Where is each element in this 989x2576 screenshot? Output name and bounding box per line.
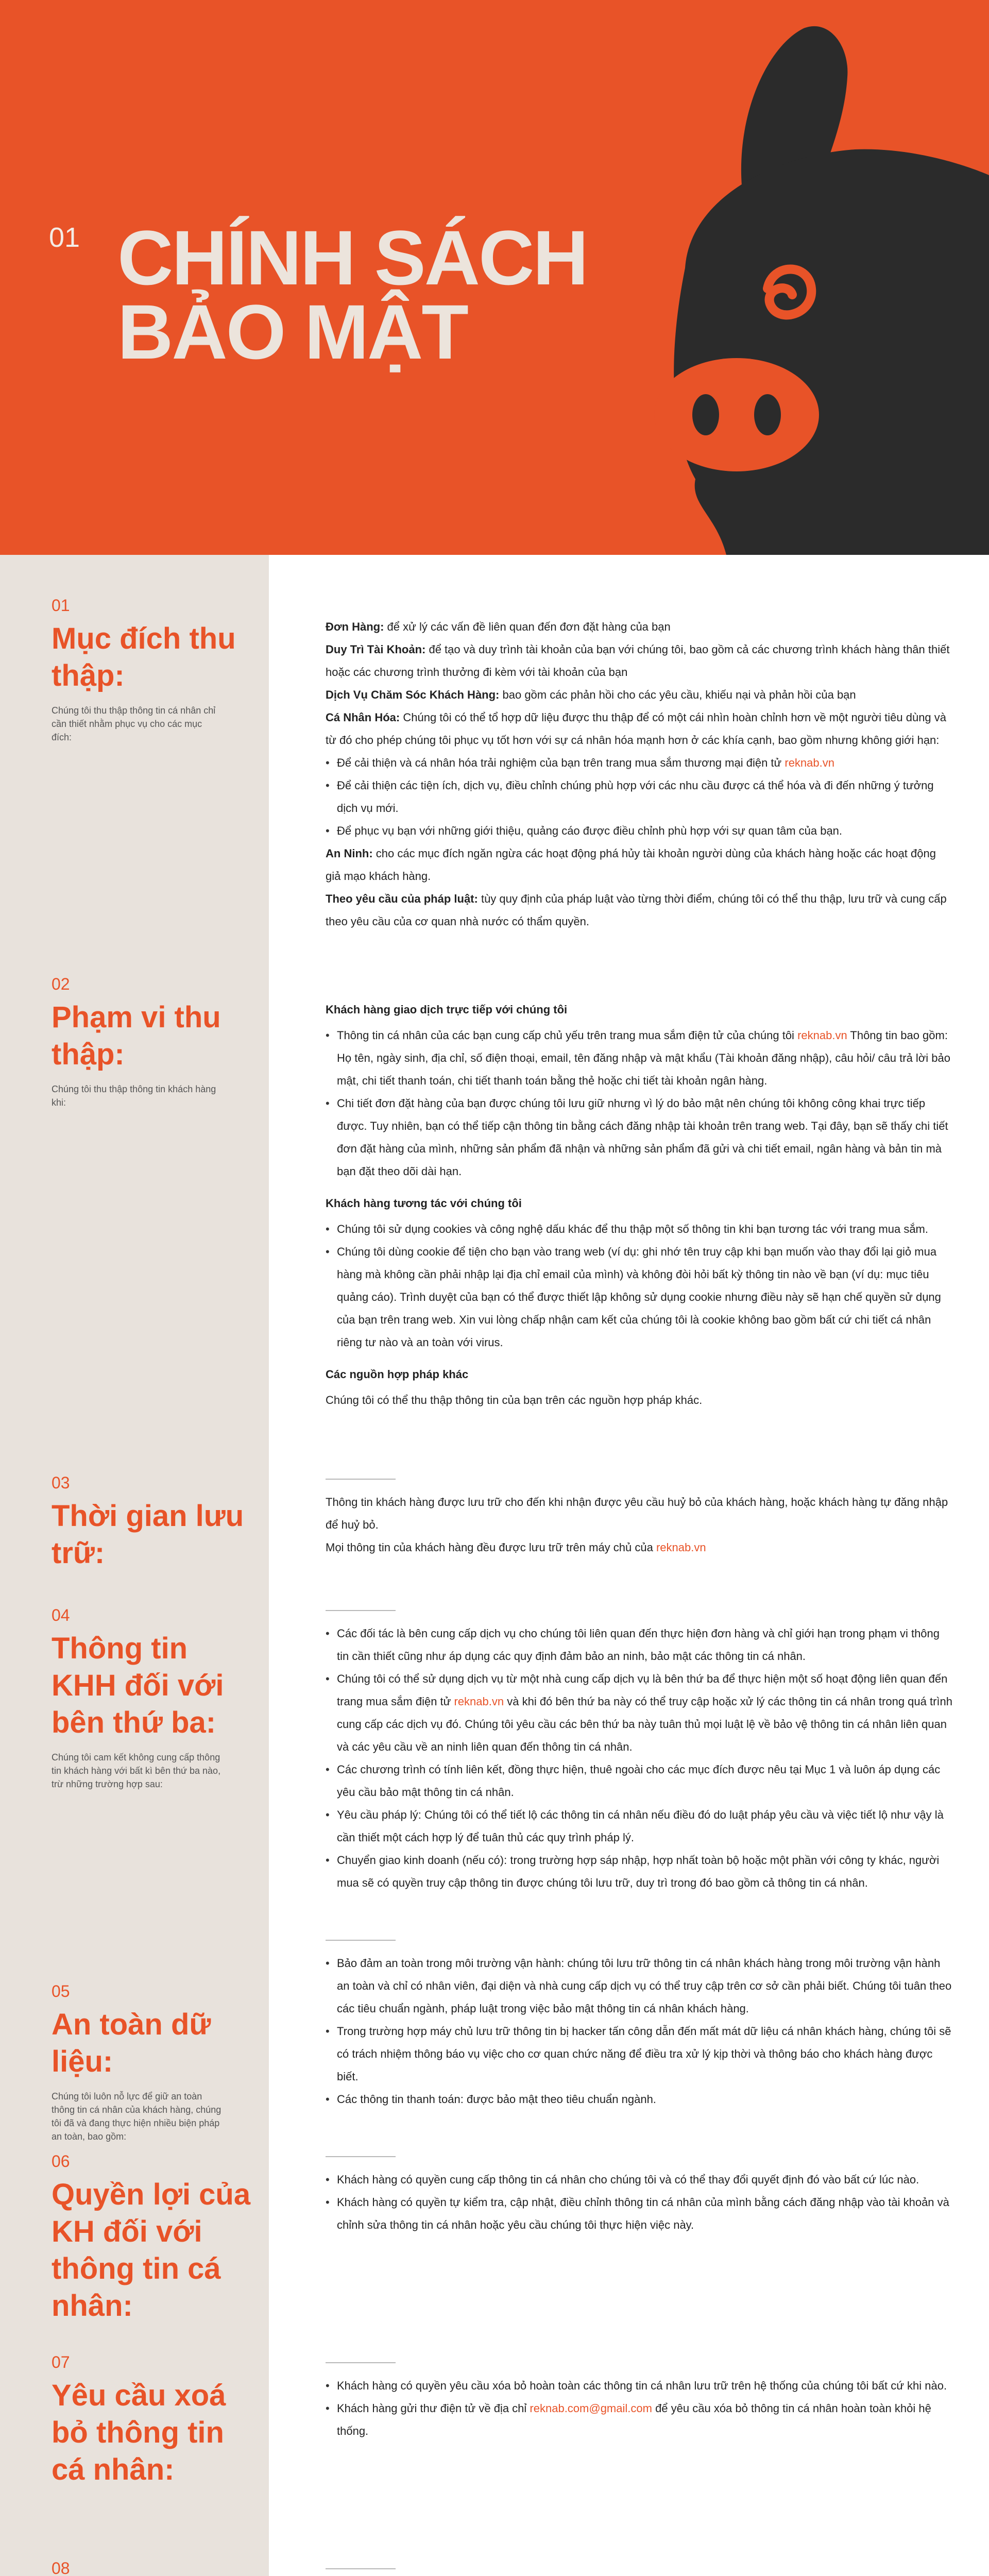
section-number: 01 — [52, 596, 70, 615]
sidebar-section-8 — [52, 2559, 258, 2576]
list-item: • Chúng tôi sử dụng cookies và công nghệ dấu khác để thu thập một số thông tin khi bạn tương tác với trang mua sắm. — [326, 1218, 954, 1241]
sidebar-section-1 — [52, 596, 258, 744]
label-dich-vu: Dịch Vụ Chăm Sóc Khách Hàng: — [326, 688, 500, 701]
list-item: • Để phục vụ bạn với những giới thiệu, quảng cáo được điều chỉnh phù hợp với sự quan tâm của bạn. — [326, 820, 954, 842]
list-item-text: Để cải thiện và cá nhân hóa trải nghiệm của bạn trên trang mua sắm thương mại điện tử — [337, 756, 785, 769]
divider — [326, 2568, 396, 2569]
sidebar-section-7 — [52, 2353, 258, 2498]
list-item-text: và khi đó bên thứ ba này có thể truy cập hoặc xử lý các thông tin cá nhân trong quá trình cung cấp các dịch vụ đó. Chúng tôi yêu cầu các bên thứ ba này tuân thủ mọi luật lệ về bảo vệ thông tin cá nhân liên quan và các yêu cầu về an ninh liên quan đến thông tin cá nhân. — [337, 1695, 953, 1753]
label-an-ninh: An Ninh: — [326, 847, 373, 860]
section-description: Chúng tôi thu thập thông tin khách hàng khi: — [52, 1084, 216, 1108]
section-number: 04 — [52, 1606, 70, 1624]
section-description: Chúng tôi cam kết không cung cấp thông tin khách hàng với bất kì bên thứ ba nào, trừ những trường hợp sau: — [52, 1752, 221, 1789]
title-line-1: CHÍNH SÁCH — [117, 214, 587, 301]
section-number: 07 — [52, 2353, 70, 2371]
list-item-text: Chúng tôi có thể sử dụng dịch vụ từ một nhà cung cấp dịch vụ là bên thứ ba để thực hiện một số hoạt động liên quan đến trang mua sắm điện tử — [337, 1672, 948, 1708]
section-description: Chúng tôi luôn nỗ lực để giữ an toàn thông tin cá nhân của khách hàng, chúng tôi đã và đang thực hiện nhiều biện pháp an toàn, bao gồm: — [52, 2091, 221, 2142]
list-item-text: Thông tin cá nhân của các bạn cung cấp chủ yếu trên trang mua sắm điện tử của chúng tôi — [337, 1029, 798, 1042]
list-item: • Chuyển giao kinh doanh (nếu có): trong trường hợp sáp nhập, hợp nhất toàn bộ hoặc một phần với công ty khác, người mua sẽ có quyền truy cập thông tin được chúng tôi lưu trữ, duy trì trong đó bao gồm cả thông tin cá nhân. — [326, 1849, 954, 1894]
sidebar-section-5 — [52, 1982, 258, 2143]
section-title: Quyền lợi của KH đối với thông tin cá nhân: — [52, 2178, 251, 2323]
list-item: • Chi tiết đơn đặt hàng của bạn được chúng tôi lưu giữ nhưng vì lý do bảo mật nên chúng tôi không công khai trực tiếp được. Tuy nhiên, bạn có thể tiếp cận thông tin bằng cách đăng nhập tài khoản trên trang web. Tại đây, bạn sẽ thấy chi tiết đơn đặt hàng của mình, những sản phẩm đã nhận và những sản phẩm đã gửi và chi tiết email, ngân hàng và bản tin mà bạn đặt theo dõi dài hạn. — [326, 1092, 954, 1183]
reknab-link[interactable]: reknab.vn — [785, 756, 834, 769]
list-item: • Khách hàng có quyền cung cấp thông tin cá nhân cho chúng tôi và có thể thay đổi quyết định đó vào bất cứ lúc nào. — [326, 2168, 954, 2191]
section-number: 08 — [52, 2559, 70, 2576]
list-item: • Yêu cầu pháp lý: Chúng tôi có thể tiết lộ các thông tin cá nhân nếu điều đó do luật pháp yêu cầu và việc tiết lộ như vậy là cần thiết một cách hợp lý để tuân thủ các quy trình pháp lý. — [326, 1804, 954, 1849]
paragraph: Chúng tôi có thể thu thập thông tin của bạn trên các nguồn hợp pháp khác. — [326, 1394, 703, 1406]
content-section-1 — [326, 616, 954, 933]
list-item — [326, 2397, 954, 2443]
divider — [326, 2156, 396, 2157]
content-section-5 — [326, 1940, 954, 2111]
section-title: Mục đích thu thập: — [52, 622, 236, 692]
interaction-list — [326, 1218, 954, 1354]
title-line-2: BẢO MẬT — [117, 289, 467, 375]
content-section-6 — [326, 2156, 954, 2236]
list-item — [326, 752, 954, 774]
rights-list — [326, 2168, 954, 2236]
content-section-2 — [326, 989, 954, 1412]
sidebar — [0, 555, 269, 2576]
list-item: • Các chương trình có tính liên kết, đồng thực hiện, thuê ngoài cho các mục đích được nêu tại Mục 1 và luôn áp dụng các yêu cầu bảo mật thông tin cá nhân. — [326, 1758, 954, 1804]
list-item: • Chúng tôi dùng cookie để tiện cho bạn vào trang web (ví dụ: ghi nhớ tên truy cập khi bạn muốn vào thay đổi lại giỏ mua hàng mà không cần phải nhập lại địa chỉ email của mình) và không đòi hỏi bất kỳ thông tin nào về bạn (ví dụ: mục tiêu quảng cáo). Trình duyệt của bạn có thể được thiết lập không sử dụng cookie nhưng điều này sẽ hạn chế quyền sử dụng của bạn trên trang web. Xin vui lòng chấp nhận cam kết của chúng tôi là cookie không bao gồm bất cứ chi tiết cá nhân riêng tư nào và an toàn với virus. — [326, 1241, 954, 1354]
divider — [326, 1610, 396, 1611]
subheading: Khách hàng tương tác với chúng tôi — [326, 1197, 522, 1210]
hero-banner — [0, 0, 989, 555]
reknab-link[interactable]: reknab.vn — [656, 1541, 706, 1554]
section-title: An toàn dữ liệu: — [52, 2008, 211, 2078]
list-item: • Khách hàng có quyền yêu cầu xóa bỏ hoàn toàn các thông tin cá nhân lưu trữ trên hệ thống của chúng tôi bất cứ khi nào. — [326, 2375, 954, 2397]
personalization-list — [326, 752, 954, 842]
content-section-4 — [326, 1610, 954, 1894]
subheading: Các nguồn hợp pháp khác — [326, 1368, 469, 1381]
list-item: • Bảo đảm an toàn trong môi trường vận hành: chúng tôi lưu trữ thông tin cá nhân khách hàng trong môi trường vận hành an toàn và chỉ có nhân viên, đại diện và nhà cung cấp dịch vụ có thể truy cập trên cơ sở cần phải biết. Chúng tôi tuân theo các tiêu chuẩn ngành, pháp luật trong việc bảo mật thông tin cá nhân khách hàng. — [326, 1952, 954, 2020]
hero-number: 01 — [49, 222, 80, 253]
sidebar-section-4 — [52, 1606, 258, 1791]
section-number: 06 — [52, 2152, 70, 2171]
list-item-text: để yêu cầu xóa bỏ thông tin cá nhân hoàn toàn khỏi hệ thống. — [337, 2402, 931, 2437]
security-list — [326, 1952, 954, 2111]
list-item-text: Thông tin bao gồm: Họ tên, ngày sinh, địa chỉ, số điện thoại, email, tên đăng nhập và mật khẩu (Tài khoản đăng nhập), câu hỏi/ câu trả lời bảo mật, chi tiết thanh toán, chi tiết thanh toán bằng thẻ hoặc chi tiết tài khoản ngân hàng. — [337, 1029, 950, 1087]
content-section-8 — [326, 2568, 954, 2576]
section-title: Phạm vi thu thập: — [52, 1001, 221, 1071]
paragraph: Thông tin khách hàng được lưu trữ cho đến khi nhận được yêu cầu huỷ bỏ của khách hàng, hoặc khách hàng tự đăng nhập để huỷ bỏ. — [326, 1496, 948, 1531]
label-ca-nhan: Cá Nhân Hóa: — [326, 711, 400, 724]
content-section-7 — [326, 2362, 954, 2443]
sidebar-section-6 — [52, 2152, 258, 2334]
page-title — [117, 214, 587, 375]
list-item: • Khách hàng có quyền tự kiểm tra, cập nhật, điều chỉnh thông tin cá nhân của mình bằng cách đăng nhập vào tài khoản và chỉnh sửa thông tin cá nhân hoặc yêu cầu chúng tôi thực hiện việc này. — [326, 2191, 954, 2236]
deletion-list — [326, 2375, 954, 2443]
paragraph-text: Mọi thông tin của khách hàng đều được lưu trữ trên máy chủ của — [326, 1541, 656, 1554]
label-don-hang: Đơn Hàng: — [326, 620, 384, 633]
section-description: Chúng tôi thu thập thông tin cá nhân chỉ cần thiết nhằm phục vụ cho các mục đích: — [52, 705, 216, 742]
list-item: • Để cải thiện các tiện ích, dịch vụ, điều chỉnh chúng phù hợp với các nhu cầu được cá thể hóa và đi đến những ý tưởng dịch vụ mới. — [326, 774, 954, 820]
pig-illustration — [613, 0, 989, 555]
section-number: 05 — [52, 1982, 70, 2001]
third-party-list — [326, 1622, 954, 1894]
text-dich-vu: bao gồm các phản hồi cho các yêu cầu, khiếu nại và phản hồi của bạn — [499, 688, 856, 701]
list-item: • Các thông tin thanh toán: được bảo mật theo tiêu chuẩn ngành. — [326, 2088, 954, 2111]
section-title: Thời gian lưu trữ: — [52, 1499, 244, 1570]
sidebar-section-2 — [52, 975, 258, 1109]
direct-customer-list — [326, 1024, 954, 1183]
reknab-link[interactable]: reknab.vn — [797, 1029, 847, 1042]
content-section-3 — [326, 1479, 954, 1559]
list-item — [326, 1668, 954, 1758]
section-number: 02 — [52, 975, 70, 993]
list-item: • Các đối tác là bên cung cấp dịch vụ cho chúng tôi liên quan đến thực hiện đơn hàng và chỉ giới hạn trong phạm vi thông tin cần thiết cũng như áp dụng các quy định đảm bảo an ninh, bảo mật các thông tin cá nhân. — [326, 1622, 954, 1668]
divider — [326, 1940, 396, 1941]
list-item: • Trong trường hợp máy chủ lưu trữ thông tin bị hacker tấn công dẫn đến mất mát dữ liệu cá nhân khách hàng, chúng tôi sẽ có trách nhiệm thông báo vụ việc cho cơ quan chức năng để điều tra xử lý kịp thời và thông báo cho khách hàng được biết. — [326, 2020, 954, 2088]
section-title: Thông tin KHH đối với bên thứ ba: — [52, 1632, 224, 1739]
list-item — [326, 1024, 954, 1092]
subheading: Khách hàng giao dịch trực tiếp với chúng tôi — [326, 1003, 568, 1016]
sidebar-section-3 — [52, 1473, 258, 1581]
text-an-ninh: cho các mục đích ngăn ngừa các hoạt động phá hủy tài khoản người dùng của khách hàng hoặc các hoạt động giả mạo khách hàng. — [326, 847, 936, 883]
text-don-hang: để xử lý các vấn đề liên quan đến đơn đặt hàng của bạn — [384, 620, 671, 633]
list-item-text: Khách hàng gửi thư điện tử về địa chỉ — [337, 2402, 530, 2415]
section-number: 03 — [52, 1473, 70, 1492]
divider — [326, 1479, 396, 1480]
email-link[interactable]: reknab.com@gmail.com — [530, 2402, 652, 2415]
text-duy-tri: để tạo và duy trình tài khoản của bạn với chúng tôi, bao gồm cả các chương trình khách hàng thân thiết hoặc các chương trình thưởng đi kèm với tài khoản của bạn — [326, 643, 950, 679]
text-phap-luat: tùy quy định của pháp luật vào từng thời điểm, chúng tôi có thể thu thập, lưu trữ và cung cấp theo yêu cầu của cơ quan nhà nước có thẩm quyền. — [326, 892, 947, 928]
section-title: Yêu cầu xoá bỏ thông tin cá nhân: — [52, 2379, 226, 2486]
divider — [326, 2362, 396, 2363]
reknab-link[interactable]: reknab.vn — [454, 1695, 504, 1708]
label-duy-tri: Duy Trì Tài Khoản: — [326, 643, 426, 656]
label-phap-luat: Theo yêu cầu của pháp luật: — [326, 892, 478, 905]
text-ca-nhan: Chúng tôi có thể tổ hợp dữ liệu được thu thập để có một cái nhìn hoàn chỉnh hơn về một người tiêu dùng và từ đó cho phép chúng tôi phục vụ tốt hơn với sự cá nhân hóa mạnh hơn ở các khía cạnh, bao gồm nhưng không giới hạn: — [326, 711, 947, 747]
